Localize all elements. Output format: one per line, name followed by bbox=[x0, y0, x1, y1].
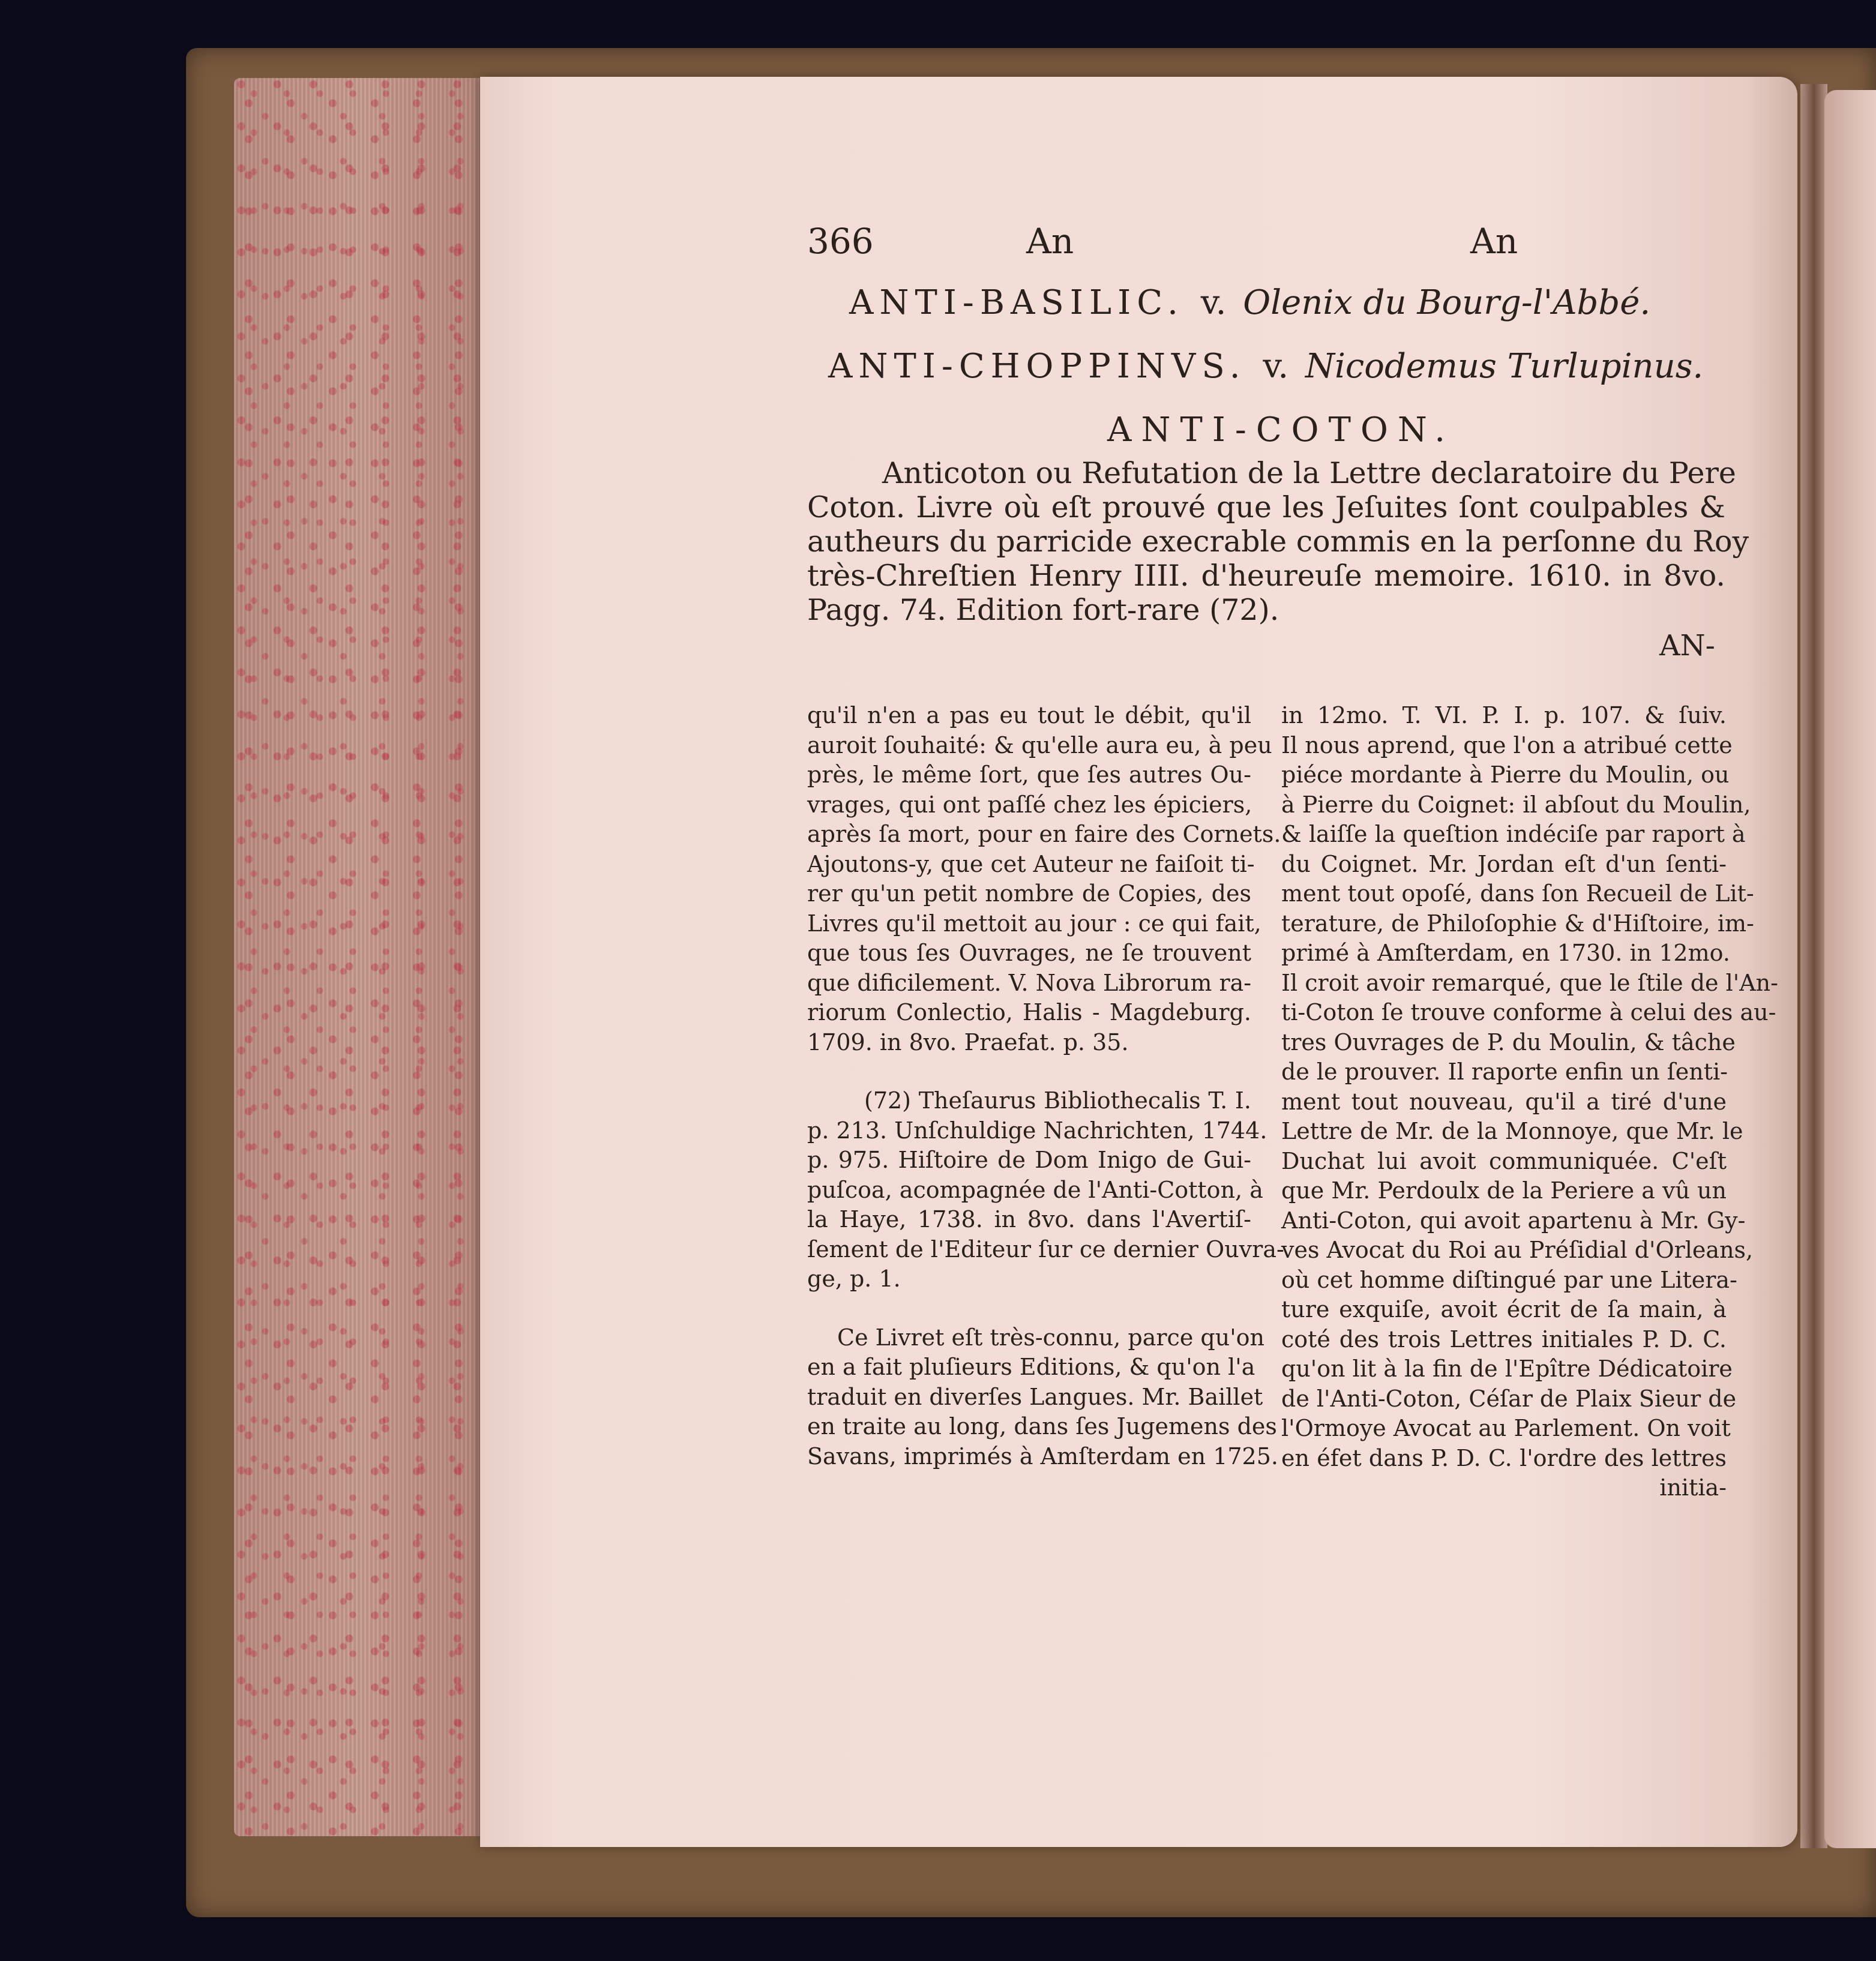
text-line: tres Ouvrages de P. du Moulin, & tâche bbox=[1281, 1029, 1736, 1056]
footnote-column-right bbox=[1281, 701, 1778, 1503]
running-head-right: An bbox=[1470, 221, 1518, 262]
text-line: Coton. Livre où eſt prouvé que les Jeſuites ſont coulpables & bbox=[807, 490, 1725, 524]
entry-anti-choppinus bbox=[828, 347, 1703, 386]
running-head-left: An bbox=[1026, 221, 1074, 262]
text-line: vrages, qui ont paſſé chez les épiciers, bbox=[807, 791, 1252, 818]
text-line: (72) Theſaurus Bibliothecalis T. I. bbox=[864, 1087, 1251, 1114]
text-line: en éfet dans P. D. C. l'ordre des lettres bbox=[1281, 1444, 1727, 1471]
text-line: p. 213. Unſchuldige Nachrichten, 1744. bbox=[807, 1117, 1267, 1144]
text-line: p. 975. Hiſtoire de Dom Inigo de Gui- bbox=[807, 1147, 1251, 1173]
text-line: que tous ſes Ouvrages, ne ſe trouvent bbox=[807, 940, 1251, 966]
text-line: Il croit avoir remarqué, que le ſtile de l'An- bbox=[1281, 969, 1778, 996]
text-line: la Haye, 1738. in 8vo. dans l'Avertiſ- bbox=[807, 1206, 1251, 1233]
text-line: Anticoton ou Refutation de la Lettre declaratoire du Pere bbox=[882, 456, 1736, 490]
text-line: que Mr. Perdoulx de la Periere a vû un bbox=[1281, 1177, 1727, 1204]
text-line: initia- bbox=[1659, 1474, 1727, 1501]
text-line: ment tout opoſé, dans ſon Recueil de Lit- bbox=[1281, 880, 1754, 907]
text-line: de le prouver. Il raporte enfin un ſenti- bbox=[1281, 1059, 1728, 1085]
footnote-column-left bbox=[807, 701, 1284, 1471]
text-line: que dificilement. V. Nova Librorum ra- bbox=[807, 969, 1252, 996]
text-line: ti-Coton ſe trouve conforme à celui des au- bbox=[1281, 999, 1776, 1026]
text-line: Pagg. 74. Edition fort-rare (72). bbox=[807, 593, 1279, 627]
text-line: piéce mordante à Pierre du Moulin, ou bbox=[1281, 761, 1730, 788]
entry-anti-coton-heading: ANTI-COTON. bbox=[1107, 410, 1455, 449]
text-line: l'Ormoye Avocat au Parlement. On voit bbox=[1281, 1415, 1731, 1441]
text-line: riorum Conlectio, Halis - Magdeburg. bbox=[807, 999, 1251, 1026]
text-line: ment tout nouveau, qu'il a tiré d'une bbox=[1281, 1088, 1727, 1115]
book-gutter bbox=[1800, 84, 1827, 1848]
text-line: terature, de Philoſophie & d'Hiſtoire, im- bbox=[1281, 910, 1754, 937]
entry-anti-basilic bbox=[849, 283, 1650, 322]
facing-page-edge bbox=[1824, 90, 1876, 1848]
text-line: qu'on lit à la fin de l'Epître Dédicatoire bbox=[1281, 1356, 1733, 1382]
text-line: après ſa mort, pour en faire des Cornets. bbox=[807, 821, 1281, 847]
text-line: où cet homme diſtingué par une Litera- bbox=[1281, 1266, 1737, 1293]
text-line: coté des trois Lettres initiales P. D. C. bbox=[1281, 1326, 1727, 1353]
text-line: ſement de l'Editeur ſur ce dernier Ouvra- bbox=[807, 1236, 1284, 1263]
entry-target: Nicodemus Turlupinus. bbox=[1305, 347, 1704, 386]
anti-coton-description bbox=[807, 456, 1749, 627]
text-line: Lettre de Mr. de la Monnoye, que Mr. le bbox=[1281, 1118, 1743, 1144]
entry-target: Olenix du Bourg-l'Abbé. bbox=[1243, 283, 1651, 322]
page-edges-sprinkled bbox=[234, 78, 486, 1836]
text-line: près, le même ſort, que ſes autres Ou- bbox=[807, 761, 1251, 788]
text-line: puſcoa, acompagnée de l'Anti-Cotton, à bbox=[807, 1176, 1263, 1203]
text-line: de l'Anti-Coton, Céſar de Plaix Sieur de bbox=[1281, 1385, 1737, 1412]
page-number: 366 bbox=[807, 221, 874, 262]
text-line: ge, p. 1. bbox=[807, 1266, 901, 1292]
text-line: autheurs du parricide execrable commis en la perſonne du Roy bbox=[807, 524, 1749, 559]
text-line: du Coignet. Mr. Jordan eſt d'un ſenti- bbox=[1281, 850, 1727, 877]
text-line: rer qu'un petit nombre de Copies, des bbox=[807, 880, 1251, 907]
text-line: ture exquiſe, avoit écrit de ſa main, à bbox=[1281, 1296, 1727, 1323]
catchword: AN- bbox=[1659, 629, 1715, 662]
text-line: primé à Amſterdam, en 1730. in 12mo. bbox=[1281, 940, 1730, 966]
text-line: Savans, imprimés à Amſterdam en 1725. bbox=[807, 1443, 1278, 1470]
text-line: Livres qu'il mettoit au jour : ce qui fait, bbox=[807, 910, 1261, 937]
text-line: Ajoutons-y, que cet Auteur ne faiſoit ti- bbox=[807, 850, 1255, 877]
text-line: in 12mo. T. VI. P. I. p. 107. & ſuiv. bbox=[1281, 702, 1727, 728]
text-line: en traite au long, dans ſes Jugemens des bbox=[807, 1413, 1277, 1440]
text-line: à Pierre du Coignet: il abſout du Moulin, bbox=[1281, 791, 1751, 818]
text-line: qu'il n'en a pas eu tout le débit, qu'il bbox=[807, 702, 1251, 728]
entry-ref: v. bbox=[1263, 347, 1289, 386]
text-line: Il nous aprend, que l'on a atribué cette bbox=[1281, 731, 1733, 758]
text-line: en a fait pluſieurs Editions, & qu'on l'a bbox=[807, 1354, 1255, 1380]
text-line: auroit ſouhaité: & qu'elle aura eu, à peu bbox=[807, 731, 1272, 758]
entry-heading: ANTI-CHOPPINVS. bbox=[828, 347, 1246, 386]
text-line: Ce Livret eſt très-connu, parce qu'on bbox=[837, 1324, 1264, 1351]
entry-heading: ANTI-BASILIC. bbox=[849, 283, 1184, 322]
entry-ref: v. bbox=[1200, 283, 1227, 322]
text-line: Duchat lui avoit communiquée. C'eſt bbox=[1281, 1147, 1727, 1174]
text-line: 1709. in 8vo. Praefat. p. 35. bbox=[807, 1029, 1129, 1056]
text-line: très-Chreſtien Henry IIII. d'heureuſe memoire. 1610. in 8vo. bbox=[807, 559, 1725, 593]
text-line: Anti-Coton, qui avoit apartenu à Mr. Gy- bbox=[1281, 1207, 1746, 1234]
text-line: traduit en diverſes Langues. Mr. Baillet bbox=[807, 1383, 1263, 1410]
text-line: ves Avocat du Roi au Préſidial d'Orleans, bbox=[1281, 1237, 1754, 1263]
text-line: & laiſſe la queſtion indéciſe par raport à bbox=[1281, 821, 1746, 847]
